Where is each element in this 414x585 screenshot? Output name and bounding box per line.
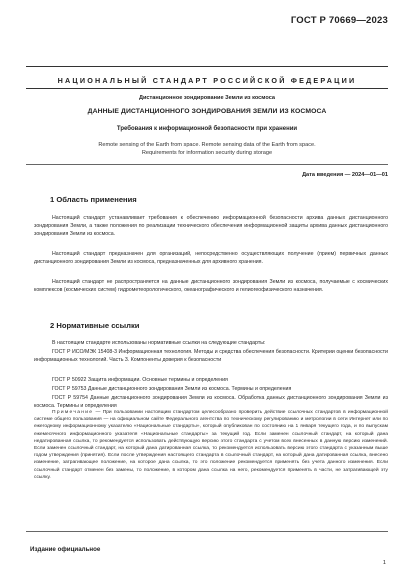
title-rule — [26, 88, 388, 89]
footer-rule — [26, 531, 388, 532]
section-2-intro: В настоящем стандарте использованы нормативные ссылки на следующие стандарты: — [52, 340, 266, 346]
standard-title: НАЦИОНАЛЬНЫЙ СТАНДАРТ РОССИЙСКОЙ ФЕДЕРАЦИИ — [57, 76, 357, 85]
official-edition-label: Издание официальное — [30, 546, 101, 553]
english-title-line-2: Requirements for information security during storage — [141, 150, 273, 156]
normative-reference: ГОСТ Р ИСО/МЭК 15408-3 Информационная технология. Методы и средства обеспечения безопасности. Критерии оценки безопасности информационных технологий. Часть 3. Компоненты доверия к безопасности — [34, 349, 388, 364]
normative-reference: ГОСТ Р 59753 Данные дистанционного зондирования Земли из космоса. Термины и определения — [52, 386, 292, 392]
section-1-heading: 1 Область применения — [50, 195, 137, 204]
intro-rule — [26, 164, 388, 165]
normative-reference: ГОСТ Р 59754 Данные дистанционного зондирования Земли из космоса. Обработка данных дистанционного зондирования Земли из космоса. Термины и определения — [34, 395, 388, 410]
note-text: — При пользовании настоящим стандартом целесообразно проверить действие ссылочных стандартов в информационной системе общего пользования — на официальном сайте Федерального агентства по техническому регулированию и метрологии в сети Интернет или по ежегодному информационному указателю «Национальные стандарты», который опубликован по состоянию на 1 января текущего года, и по выпускам ежемесячного информационного указателя «Национальные стандарты» за текущий год. Если заменен ссылочный стандарт, на который дана недатированная ссылка, то рекомендуется использовать действующую версию этого стандарта с учетом всех внесенных в данную версию изменений. Если заменен ссылочный стандарт, на который дана датированная ссылка, то рекомендуется использовать версию этого стандарта с указанным выше годом утверждения (принятия). Если после утверждения настоящего стандарта в ссылочный стандарт, на который дана датированная ссылка, внесено изменение, затрагивающее положение, на которое дана ссылка, то это положение рекомендуется применять без учета данного изменения. Если ссылочный стандарт отменен без замены, то положение, в котором дана ссылка на него, рекомендуется применять в части, не затрагивающей эту ссылку. — [34, 410, 388, 480]
document-subtitle: Дистанционное зондирование Земли из космоса — [139, 95, 275, 101]
section-2-heading: 2 Нормативные ссылки — [50, 321, 140, 330]
document-number: ГОСТ Р 70669—2023 — [290, 15, 388, 26]
document-requirements-title: Требования к информационной безопасности при хранении — [116, 126, 298, 132]
normative-reference: ГОСТ Р 50922 Защита информации. Основные термины и определения — [52, 377, 228, 383]
section-1-paragraph: Настоящий стандарт предназначен для организаций, непосредственно осуществляющих получение (прием) первичных данных дистанционного зондирования Земли из космоса, предназначенных для архивного хранения. — [34, 251, 388, 266]
top-rule — [26, 66, 388, 67]
page-number: 1 — [382, 560, 386, 566]
note-label: Примечание — [52, 410, 94, 415]
document-main-title: ДАННЫЕ ДИСТАНЦИОННОГО ЗОНДИРОВАНИЯ ЗЕМЛИ ИЗ КОСМОСА — [87, 108, 327, 115]
english-title-line-1: Remote sensing of the Earth from space. Remote sensing data of the Earth from space. — [98, 142, 316, 148]
introduction-date: Дата введения — 2024—01—01 — [302, 172, 388, 178]
section-1-paragraph: Настоящий стандарт не распространяется на данные дистанционного зондирования Земли из космоса, получаемые с космических комплексов (космических систем) гидрометеорологического, океанографического и гелиогеофизического назначения. — [34, 279, 388, 294]
section-2-note — [34, 409, 388, 481]
section-1-paragraph: Настоящий стандарт устанавливает требования к обеспечению информационной безопасности архива данных дистанционного зондирования Земли, а также положения по реализации технического обеспечения информационной защиты архива данных дистанционного зондирования Земли из космоса. — [34, 215, 388, 238]
